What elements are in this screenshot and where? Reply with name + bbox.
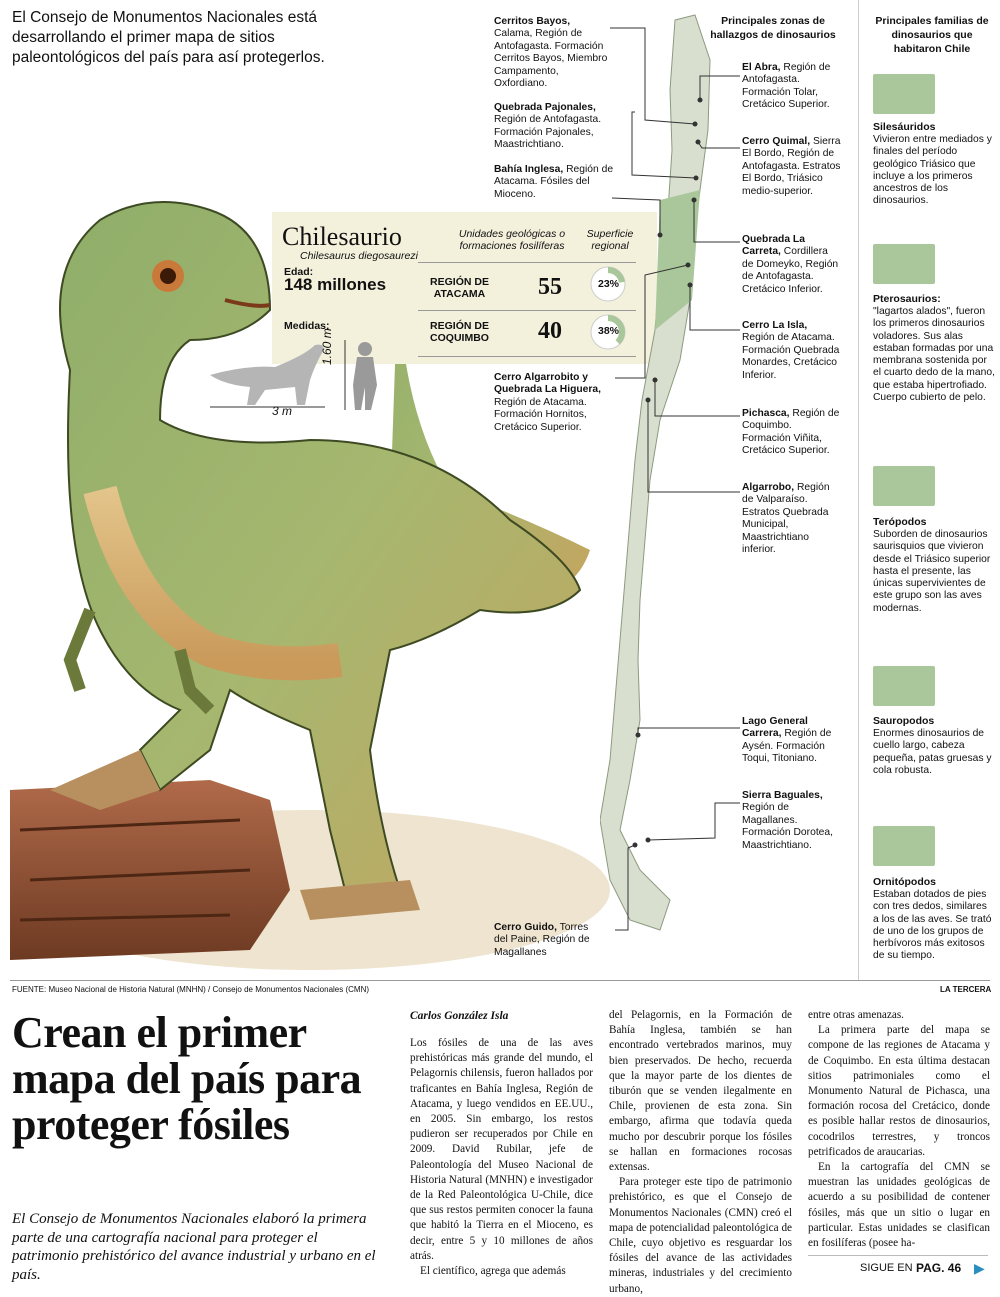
table-surface-pct: 38% xyxy=(598,325,620,337)
paragraph: Para proteger este tipo de patrimonio prehistórico, es que el Consejo de Monumentos Nacionales (CMN) creó el mapa de potencialidad paleontológica de Chile, cuyo objetivo es resguardar los fósiles del avance de las actividades mineras, industriales y del crecimiento urbano, xyxy=(609,1176,792,1295)
family-desc: Vivieron entre mediados y finales del período geológico Triásico que incluye a los primeros ancestros de los dinosaurios. xyxy=(873,134,992,207)
source-credit: FUENTE: Museo Nacional de Historia Natural (MNHN) / Consejo de Monumentos Nacionales (CMN) xyxy=(12,985,370,994)
dek: El Consejo de Monumentos Nacionales elaboró la primera parte de una cartografía nacional para proteger el patrimonio prehistórico del avance industrial y urbano en el país. xyxy=(12,1211,376,1283)
table-header-surface: Superficie regional xyxy=(586,228,634,252)
measures-label: Medidas: xyxy=(284,320,330,332)
families-title: Principales familias de dinosaurios que habitaron Chile xyxy=(875,15,989,55)
family-desc: Estaban dotados de pies con tres dedos, similares a los de las aves. Se trató de uno de los grupos de herbívoros más exitosos de su tiempo. xyxy=(873,889,992,962)
paragraph: En la cartografía del CMN se muestran las unidades geológicas de acuerdo a su posibilidad de contener fósiles, más que un sitio o lugar en particular. Estas unidades se clasifican en fosilíferas (posee ha- xyxy=(808,1161,990,1250)
height-label: 1.60 m xyxy=(320,328,334,365)
article-column-2 xyxy=(609,1008,792,1297)
species-scientific-name: Chilesaurus diegosaurezi xyxy=(300,250,418,262)
map-site-label: Cerro La Isla, Región de Atacama. Formación Quebrada Monardes, Cretácico Inferior. xyxy=(742,320,840,381)
map-site-label: Bahía Inglesa, Región de Atacama. Fósiles del Mioceno. xyxy=(494,164,614,200)
map-site-label: Quebrada Pajonales, Región de Antofagasta. Formación Pajonales, Maastrichtiano. xyxy=(494,102,602,151)
map-site-label: Cerro Quimal, Sierra El Bordo, Región de Antofagasta. Estratos El Bordo, Triásico medio-superior. xyxy=(742,136,841,197)
headline: Crean el primer mapa del país para proteger fósiles xyxy=(12,1008,362,1149)
paragraph: Los fósiles de una de las aves prehistóricas más grande del mundo, el Pelagornis chilensis, fueron hallados por traficantes en Bahía Inglesa, Región de Atacama, y luego vendidos en EE.UU., en 2005. Sin embargo, los restos pudieron ser recuperados por Chile en 2009. David Rubilar, jefe de Paleontología del Museo Nacional de Historia Natural (MNHN) e investigador de la Red Paleontológica U-Chile, dice que sus restos permiten conocer la fauna que habitó la Tierra en el Mioceno, es decir, entre 5 y 10 millones de años atrás. xyxy=(410,1037,593,1262)
map-site-label: Pichasca, Región de Coquimbo. Formación Viñita, Cretácico Superior. xyxy=(742,408,840,457)
family-desc: Suborden de dinosaurios saurisquios que vivieron desde el Triásico superior hasta el presente, las únicas supervivientes de este grupo son las aves modernas. xyxy=(873,529,991,614)
article-column-1 xyxy=(410,1036,593,1279)
continue-link[interactable] xyxy=(808,1255,988,1282)
ornithopod-icon xyxy=(873,826,935,866)
map-site-label: Sierra Baguales, Región de Magallanes. Formación Dorotea, Maastrichtiano. xyxy=(742,790,833,851)
dinosaur-families-column xyxy=(858,0,1000,980)
family-name: Silesáuridos xyxy=(873,121,936,133)
map-site-label: Cerro Algarrobito y Quebrada La Higuera, Región de Atacama. Formación Hornitos, Cretácico Superior. xyxy=(494,372,602,433)
species-name: Chilesaurio xyxy=(282,222,402,251)
family-name: Terópodos xyxy=(873,516,927,528)
article-column-3 xyxy=(808,1008,990,1251)
length-label: 3 m xyxy=(272,404,293,418)
silesaurid-icon xyxy=(873,74,935,114)
pterosaur-icon xyxy=(873,244,935,284)
table-surface-pct: 23% xyxy=(598,278,620,290)
age-value: 148 millones xyxy=(284,275,387,294)
paragraph: entre otras amenazas. xyxy=(808,1009,904,1021)
brand-label: LA TERCERA xyxy=(940,985,992,994)
theropod-icon xyxy=(873,466,935,506)
family-name: Ornitópodos xyxy=(873,876,936,888)
sauropod-icon xyxy=(873,666,935,706)
continue-label: SIGUE EN xyxy=(860,1262,913,1274)
map-site-label: Lago General Carrera, Región de Aysén. Formación Toqui, Titoniano. xyxy=(742,716,832,765)
column-divider xyxy=(858,0,859,980)
age-label: Edad: xyxy=(284,266,314,278)
map-site-label: El Abra, Región de Antofagasta. Formación Tolar, Cretácico Superior. xyxy=(742,62,831,111)
paragraph: del Pelagornis, en la Formación de Bahía Inglesa, también se han encontrado vertebrados marinos, muy bien preservados. De hecho, recuerda que la mayor parte de los dientes de tiburón que se venden ilegalmente en Chile, provienen de esta zona. Sin embargo, afirma que todavía queda mucho por descubrir porque los fósiles se hallan en formaciones rocosas extensas. xyxy=(609,1009,792,1174)
continue-page: PAG. 46 xyxy=(916,1261,962,1275)
paragraph: La primera parte del mapa se compone de las regiones de Atacama y de Coquimbo. En esta última destacan sitios patrimoniales como el Monumento Natural de Pichasca, una formación rocosa del Cretácico, donde es posible hallar restos de dinosaurios, cocodrilos terrestres, y troncos petrificados de araucarias. xyxy=(808,1024,990,1158)
family-name: Sauropodos xyxy=(873,715,935,727)
map-site-label: Cerro Guido, Torres del Paine, Región de Magallanes xyxy=(494,922,590,958)
family-desc: "lagartos alados", fueron los primeros dinosaurios voladores. Sus alas estaban formadas por una membrana sostenida por el cuarto dedo de la mano, que estaba hipertrofiado. Cuerpo cubierto de pelo. xyxy=(873,306,995,404)
family-name: Pterosaurios: xyxy=(873,293,941,305)
size-comparison-silhouette xyxy=(205,335,395,415)
play-arrow-icon: ▶ xyxy=(974,1260,985,1276)
table-region: REGIÓN DE COQUIMBO xyxy=(430,320,489,344)
table-units-value: 40 xyxy=(538,318,562,344)
table-header-units: Unidades geológicas o formaciones fosilíferas xyxy=(458,228,566,252)
map-title: Principales zonas de hallazgos de dinosaurios xyxy=(710,15,836,41)
intro-text: El Consejo de Monumentos Nacionales está desarrollando el primer mapa de sitios paleontológicos del país para así protegerlos. xyxy=(12,9,325,66)
family-desc: Enormes dinosaurios de cuello largo, cabeza pequeña, patas gruesas y cola robusta. xyxy=(873,728,992,776)
table-units-value: 55 xyxy=(538,274,562,300)
map-site-label: Cerritos Bayos, Calama, Región de Antofagasta. Formación Cerritos Bayos, Miembro Campamento, Oxfordiano. xyxy=(494,16,608,90)
byline: Carlos González Isla xyxy=(410,1010,509,1022)
section-rule xyxy=(10,980,990,981)
map-site-label: Quebrada La Carreta, Cordillera de Domeyko, Región de Antofagasta. Cretácico Inferior. xyxy=(742,234,839,295)
map-site-label: Algarrobo, Región de Valparaíso. Estratos Quebrada Municipal, Maastrichtiano inferior. xyxy=(742,482,830,556)
table-region: REGIÓN DE ATACAMA xyxy=(430,276,489,300)
paragraph: El científico, agrega que además xyxy=(420,1265,566,1278)
